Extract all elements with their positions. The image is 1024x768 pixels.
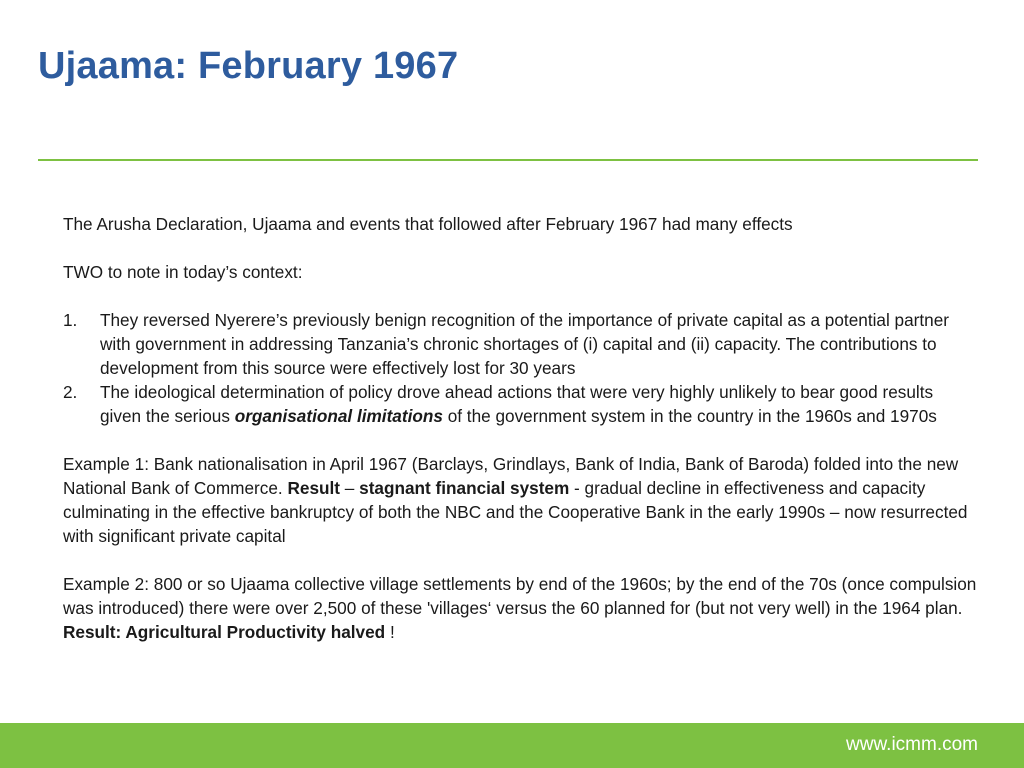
spacer <box>63 284 978 308</box>
context-label: TWO to note in today’s context: <box>63 262 303 282</box>
slide-body <box>63 212 978 644</box>
example-2-text-after: ! <box>385 622 395 642</box>
list-item-text-after: of the government system in the country in the 1960s and 1970s <box>442 406 937 426</box>
effects-list <box>63 308 978 428</box>
list-item <box>63 380 978 428</box>
spacer <box>63 548 978 572</box>
example-1-text-after: - gradual decline in effectiveness and capacity culminating in the effective bankruptcy of both the NBC and the Cooperative Bank in the early 1990s – now resurrected with significant private capital <box>63 478 968 546</box>
spacer <box>63 428 978 452</box>
example-1-result-value: stagnant financial system <box>359 478 570 498</box>
list-item-text: They reversed Nyerere’s previously benign recognition of the importance of private capital as a potential partner with government in addressing Tanzania’s chronic shortages of (i) capital and (ii) capacity. The contributions to development from this source were effectively lost for 30 years <box>100 310 950 378</box>
example-1-dash: – <box>340 478 360 498</box>
example-1-result-label: Result <box>287 478 341 498</box>
spacer <box>63 236 978 260</box>
footer-url-link[interactable]: www.icmm.com <box>846 734 978 755</box>
emphasis-text: organisational limitations <box>234 406 443 426</box>
example-2-text-before: Example 2: 800 or so Ujaama collective village settlements by end of the 1960s; by the end of the 70s (once compulsion was introduced) there were over 2,500 of these 'villages‘ versus the 60 planned for (but not very well) in the 1964 plan. <box>63 574 977 618</box>
list-item <box>63 308 978 380</box>
list-number: 2. <box>63 382 78 402</box>
slide-title: Ujaama: February 1967 <box>38 45 459 87</box>
title-divider <box>38 159 978 161</box>
example-2-result: Result: Agricultural Productivity halved <box>63 622 386 642</box>
list-number: 1. <box>63 310 78 330</box>
example-1-paragraph <box>63 452 978 548</box>
example-1-text-before: Example 1: Bank nationalisation in April 1967 (Barclays, Grindlays, Bank of India, Bank of Baroda) folded into the new National Bank of Commerce. <box>63 454 959 498</box>
list-item-text-before: The ideological determination of policy drove ahead actions that were very highly unlikely to bear good results given the serious <box>100 382 934 426</box>
footer-bar <box>0 723 1024 768</box>
intro-paragraph: The Arusha Declaration, Ujaama and events that followed after February 1967 had many effects <box>63 214 793 234</box>
example-2-paragraph <box>63 572 978 644</box>
